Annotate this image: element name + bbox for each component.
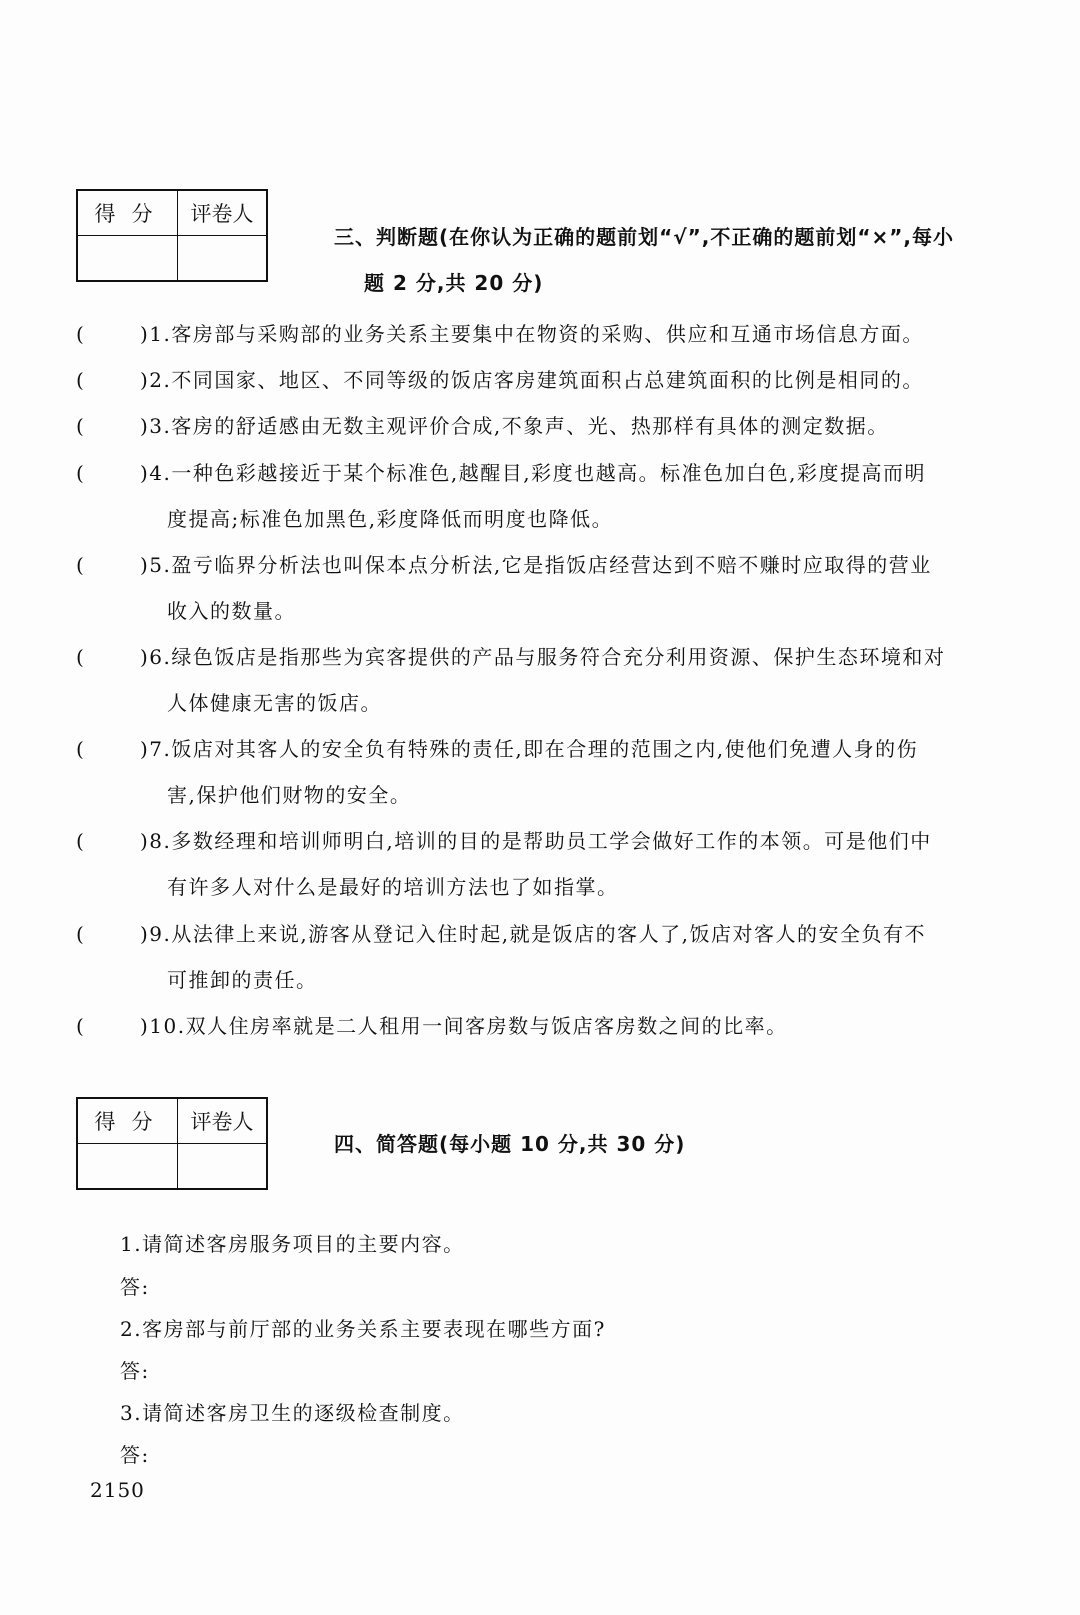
answer-paren[interactable]: ( <box>76 461 86 485</box>
grader-label: 评卷人 <box>178 190 268 236</box>
answer-paren[interactable]: ( <box>76 922 86 946</box>
score-label: 得分 <box>77 190 178 236</box>
grader-cell[interactable] <box>178 236 268 282</box>
item-text: 客房部与采购部的业务关系主要集中在物资的采购、供应和互通市场信息方面。 <box>171 322 924 346</box>
item-number: )4. <box>140 461 172 485</box>
item-text: 多数经理和培训师明白,培训的目的是帮助员工学会做好工作的本领。可是他们中 <box>171 829 932 853</box>
item-text: 盈亏临界分析法也叫保本点分析法,它是指饭店经营达到不赔不赚时应取得的营业 <box>171 553 932 577</box>
item-number: )1. <box>140 322 172 346</box>
short-answer-answer-1[interactable]: 答: <box>120 1275 150 1299</box>
item-text-cont: 有许多人对什么是最好的培训方法也了如指掌。 <box>167 875 619 899</box>
item-text: 不同国家、地区、不同等级的饭店客房建筑面积占总建筑面积的比例是相同的。 <box>171 368 924 392</box>
answer-paren[interactable]: ( <box>76 829 86 853</box>
item-number: )8. <box>140 829 172 853</box>
item-number: )7. <box>140 737 172 761</box>
answer-paren[interactable]: ( <box>76 1014 86 1038</box>
answer-paren[interactable]: ( <box>76 368 86 392</box>
short-answer-question-3: 3.请简述客房卫生的逐级检查制度。 <box>120 1401 465 1425</box>
item-text-cont: 度提高;标准色加黑色,彩度降低而明度也降低。 <box>167 507 614 531</box>
answer-paren[interactable]: ( <box>76 414 86 438</box>
answer-paren[interactable]: ( <box>76 553 86 577</box>
item-text-cont: 害,保护他们财物的安全。 <box>167 783 412 807</box>
item-text-cont: 收入的数量。 <box>167 599 296 623</box>
answer-paren[interactable]: ( <box>76 645 86 669</box>
item-text-cont: 人体健康无害的饭店。 <box>167 691 382 715</box>
score-table-section3 <box>76 189 268 282</box>
item-text: 从法律上来说,游客从登记入住时起,就是饭店的客人了,饭店对客人的安全负有不 <box>171 922 926 946</box>
item-number: )9. <box>140 922 172 946</box>
item-text: 客房的舒适感由无数主观评价合成,不象声、光、热那样有具体的测定数据。 <box>171 414 889 438</box>
item-text: 绿色饭店是指那些为宾客提供的产品与服务符合充分利用资源、保护生态环境和对 <box>171 645 946 669</box>
item-number: )6. <box>140 645 172 669</box>
short-answer-answer-2[interactable]: 答: <box>120 1359 150 1383</box>
section3-title <box>334 214 954 306</box>
item-text-cont: 可推卸的责任。 <box>167 968 318 992</box>
item-text: 一种色彩越接近于某个标准色,越醒目,彩度也越高。标准色加白色,彩度提高而明 <box>171 461 926 485</box>
answer-paren[interactable]: ( <box>76 737 86 761</box>
answer-paren[interactable]: ( <box>76 322 86 346</box>
item-number: )10. <box>140 1014 186 1038</box>
item-text: 双人住房率就是二人租用一间客房数与饭店客房数之间的比率。 <box>185 1014 788 1038</box>
short-answer-question-1: 1.请简述客房服务项目的主要内容。 <box>120 1232 465 1256</box>
short-answer-answer-3[interactable]: 答: <box>120 1443 150 1467</box>
section3-title-line1: 三、判断题(在你认为正确的题前划“√”,不正确的题前划“×”,每小 <box>334 225 955 249</box>
page-number: 2150 <box>90 1478 145 1502</box>
short-answer-question-2: 2.客房部与前厅部的业务关系主要表现在哪些方面? <box>120 1317 606 1341</box>
score-table-section4 <box>76 1097 268 1190</box>
score-cell[interactable] <box>77 1144 178 1190</box>
item-number: )3. <box>140 414 172 438</box>
section3-title-line2: 题 2 分,共 20 分) <box>364 271 544 295</box>
section4-title: 四、简答题(每小题 10 分,共 30 分) <box>334 1132 686 1156</box>
item-text: 饭店对其客人的安全负有特殊的责任,即在合理的范围之内,使他们免遭人身的伤 <box>171 737 919 761</box>
grader-label: 评卷人 <box>178 1098 268 1144</box>
score-label: 得分 <box>77 1098 178 1144</box>
item-number: )2. <box>140 368 172 392</box>
item-number: )5. <box>140 553 172 577</box>
grader-cell[interactable] <box>178 1144 268 1190</box>
score-cell[interactable] <box>77 236 178 282</box>
